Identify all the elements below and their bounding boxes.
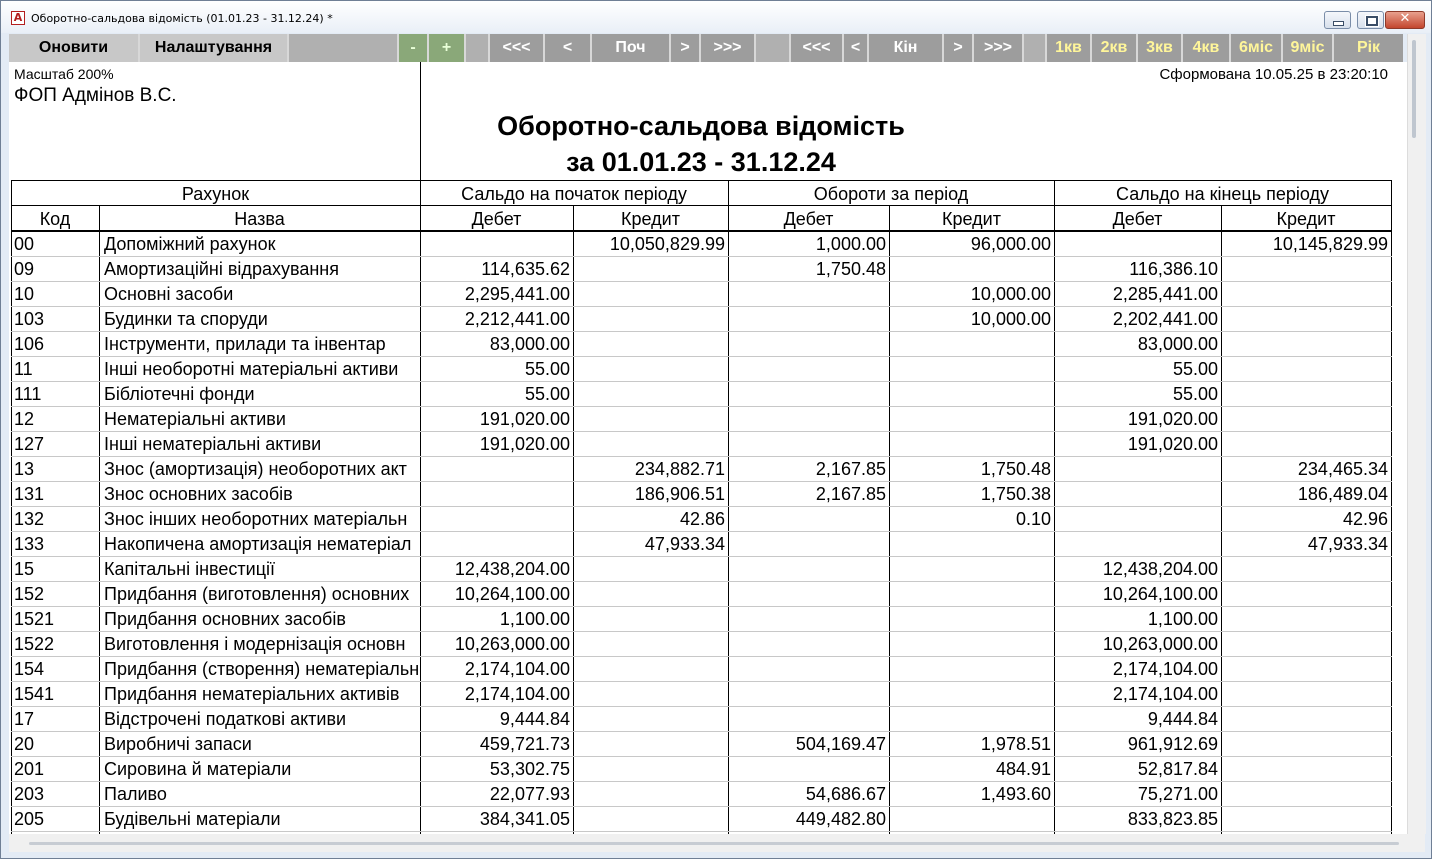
- quarter-1-button[interactable]: 1кв: [1047, 34, 1092, 62]
- title-bar: [1, 1, 1431, 33]
- account-code: 15: [14, 559, 35, 579]
- horizontal-scrollbar[interactable]: [9, 834, 1425, 852]
- account-name: Інструменти, прилади та інвентар: [104, 334, 386, 354]
- closing-debit: 83,000.00: [1137, 334, 1218, 354]
- start-first-button[interactable]: <<<: [490, 34, 545, 62]
- toolbar-spacer: [466, 34, 490, 62]
- end-prev-button[interactable]: <: [844, 34, 869, 62]
- turnover-debit: 1,000.00: [815, 234, 886, 254]
- account-name: Будівельні матеріали: [104, 809, 281, 829]
- closing-credit: [1222, 607, 1388, 632]
- closing-debit: 55.00: [1172, 384, 1218, 404]
- opening-debit: [421, 232, 570, 257]
- turnover-credit: 1,750.38: [980, 484, 1051, 504]
- turnover-credit: 0.10: [1015, 509, 1051, 529]
- opening-credit: 47,933.34: [644, 534, 725, 554]
- closing-debit: 75,271.00: [1137, 784, 1218, 804]
- quarter-2-button[interactable]: 2кв: [1092, 34, 1138, 62]
- closing-debit: 10,263,000.00: [1102, 634, 1218, 654]
- opening-debit: 191,020.00: [479, 409, 570, 429]
- closing-credit: [1222, 407, 1388, 432]
- opening-debit: [421, 457, 570, 482]
- account-name: Відстрочені податкові активи: [104, 709, 347, 729]
- opening-credit: [574, 282, 725, 307]
- closing-debit: 961,912.69: [1127, 734, 1218, 754]
- turnover-debit-header: Дебет: [783, 209, 834, 229]
- opening-credit: 234,882.71: [634, 459, 725, 479]
- closing-debit: 10,264,100.00: [1102, 584, 1218, 604]
- account-code: 1521: [14, 609, 55, 629]
- quarter-3-button[interactable]: 3кв: [1138, 34, 1183, 62]
- account-code: 1541: [14, 684, 55, 704]
- turnover-debit: [729, 582, 886, 607]
- end-period-label[interactable]: Кін: [869, 34, 944, 62]
- closing-credit: [1222, 582, 1388, 607]
- opening-credit: [574, 707, 725, 732]
- turnover-debit: [729, 357, 886, 382]
- account-code: 133: [14, 534, 45, 554]
- opening-credit: [574, 757, 725, 782]
- turnover-debit: 2,167.85: [815, 484, 886, 504]
- table-top-border: [11, 180, 1392, 181]
- turnover-debit: 2,167.85: [815, 459, 886, 479]
- account-name: Нематеріальні активи: [104, 409, 286, 429]
- opening-debit: [421, 507, 570, 532]
- turnover-credit: [890, 632, 1051, 657]
- turnover-credit: 1,750.48: [980, 459, 1051, 479]
- turnover-credit: [890, 807, 1051, 832]
- opening-credit: [574, 407, 725, 432]
- account-code: 13: [14, 459, 35, 479]
- closing-debit: 2,174,104.00: [1112, 684, 1218, 704]
- account-code: 09: [14, 259, 35, 279]
- maximize-button[interactable]: [1357, 11, 1384, 29]
- turnover-credit: [890, 332, 1051, 357]
- closing-credit: [1222, 732, 1388, 757]
- closing-credit: [1222, 282, 1388, 307]
- account-name: Амортизаційні відрахування: [104, 259, 339, 279]
- account-name: Основні засоби: [104, 284, 234, 304]
- turnover-credit: 96,000.00: [970, 234, 1051, 254]
- turnover-debit: [729, 507, 886, 532]
- closing-credit: [1222, 257, 1388, 282]
- account-code: 201: [14, 759, 45, 779]
- toolbar-spacer: [756, 34, 791, 62]
- col-border-right: [1391, 180, 1392, 834]
- turnover-debit: [729, 707, 886, 732]
- opening-debit: 2,174,104.00: [464, 684, 570, 704]
- col-border-left: [11, 180, 12, 834]
- opening-debit: 12,438,204.00: [454, 559, 570, 579]
- opening-credit: [574, 657, 725, 682]
- turnover-credit: 484.91: [995, 759, 1051, 779]
- settings-button[interactable]: Налаштування: [140, 34, 289, 62]
- vertical-scrollbar[interactable]: [1407, 34, 1426, 834]
- account-name: Інші необоротні матеріальні активи: [104, 359, 399, 379]
- account-name: Придбання основних засобів: [104, 609, 346, 629]
- account-code: 203: [14, 784, 45, 804]
- opening-debit: 2,295,441.00: [464, 284, 570, 304]
- closing-debit: 191,020.00: [1127, 409, 1218, 429]
- opening-credit: [574, 682, 725, 707]
- closing-debit: 52,817.84: [1137, 759, 1218, 779]
- opening-credit: [574, 557, 725, 582]
- closing-credit: 47,933.34: [1307, 534, 1388, 554]
- account-code: 1522: [14, 634, 55, 654]
- maximize-icon: [1366, 16, 1378, 26]
- account-code: 132: [14, 509, 45, 529]
- opening-debit-header: Дебет: [471, 209, 522, 229]
- close-icon: ✕: [1399, 11, 1411, 26]
- toolbar-spacer: [1024, 34, 1047, 62]
- col-border-code: [99, 205, 100, 834]
- turnover-credit: 10,000.00: [970, 309, 1051, 329]
- turnover-credit-header: Кредит: [942, 209, 1001, 229]
- closing-credit: [1222, 707, 1388, 732]
- expand-button[interactable]: +: [429, 34, 466, 62]
- account-code: 131: [14, 484, 45, 504]
- company-name: ФОП Адмінов В.С.: [14, 85, 177, 106]
- opening-debit: 2,212,441.00: [464, 309, 570, 329]
- opening-debit: 1,100.00: [499, 609, 570, 629]
- closing-credit: [1222, 357, 1388, 382]
- turnover-debit: [729, 382, 886, 407]
- account-name: Інші нематеріальні активи: [104, 434, 322, 454]
- app-icon[interactable]: A: [11, 11, 25, 25]
- report-period: за 01.01.23 - 31.12.24: [566, 147, 836, 177]
- end-last-button[interactable]: >>>: [974, 34, 1024, 62]
- opening-debit: [421, 482, 570, 507]
- opening-debit: 53,302.75: [489, 759, 570, 779]
- opening-debit: 9,444.84: [499, 709, 570, 729]
- turnover-debit: [729, 757, 886, 782]
- account-code: 106: [14, 334, 45, 354]
- opening-debit: 191,020.00: [479, 434, 570, 454]
- closing-debit: 833,823.85: [1127, 809, 1218, 829]
- opening-credit: [574, 632, 725, 657]
- opening-credit: [574, 582, 725, 607]
- opening-credit: 10,050,829.99: [609, 234, 725, 254]
- turnover-debit: [729, 557, 886, 582]
- report-title: Оборотно-сальдова відомість: [497, 111, 905, 141]
- closing-credit: [1222, 332, 1388, 357]
- opening-debit: 114,635.62: [481, 259, 570, 279]
- end-first-button[interactable]: <<<: [791, 34, 844, 62]
- closing-group-header: Сальдо на кінець періоду: [1116, 184, 1329, 204]
- collapse-button[interactable]: -: [399, 34, 429, 62]
- turnover-credit: [890, 382, 1051, 407]
- code-header: Код: [39, 209, 71, 229]
- closing-credit: 42.96: [1342, 509, 1388, 529]
- six-months-button[interactable]: 6міс: [1231, 34, 1283, 62]
- account-name: Знос (амортизація) необоротних акт: [104, 459, 407, 479]
- turnover-debit: 449,482.80: [795, 809, 886, 829]
- start-next-button[interactable]: >: [671, 34, 701, 62]
- closing-credit: 10,145,829.99: [1272, 234, 1388, 254]
- opening-credit: [574, 257, 725, 282]
- turnover-debit: [729, 632, 886, 657]
- turnover-credit: [890, 432, 1051, 457]
- account-name: Виготовлення і модернізація основн: [104, 634, 406, 654]
- closing-credit: [1222, 757, 1388, 782]
- turnover-debit: [729, 657, 886, 682]
- opening-debit: 2,174,104.00: [464, 659, 570, 679]
- turnover-debit: [729, 682, 886, 707]
- opening-debit: 384,341.05: [479, 809, 570, 829]
- account-name: Придбання (створення) нематеріальн: [104, 659, 419, 679]
- closing-credit: [1222, 307, 1388, 332]
- turnover-credit: [890, 707, 1051, 732]
- start-prev-button[interactable]: <: [545, 34, 592, 62]
- turnover-debit: [729, 407, 886, 432]
- turnover-credit: [890, 557, 1051, 582]
- turnover-debit: 504,169.47: [795, 734, 886, 754]
- turnover-debit: [729, 307, 886, 332]
- account-code: 20: [14, 734, 35, 754]
- closing-credit: [1222, 807, 1388, 832]
- turnover-credit: [890, 407, 1051, 432]
- account-name: Виробничі запаси: [104, 734, 252, 754]
- account-name: Знос основних засобів: [104, 484, 293, 504]
- opening-credit: [574, 382, 725, 407]
- opening-credit: 42.86: [679, 509, 725, 529]
- opening-debit: 83,000.00: [489, 334, 570, 354]
- row-separator: [11, 831, 1392, 832]
- closing-debit: [1055, 457, 1218, 482]
- closing-credit-header: Кредит: [1276, 209, 1336, 229]
- closing-credit: [1222, 557, 1388, 582]
- quarter-4-button[interactable]: 4кв: [1183, 34, 1231, 62]
- minimize-icon: [1333, 21, 1344, 26]
- closing-debit: 12,438,204.00: [1102, 559, 1218, 579]
- horizontal-scroll-thumb[interactable]: [29, 842, 1399, 845]
- account-name: Придбання (виготовлення) основних: [104, 584, 410, 604]
- account-code: 12: [14, 409, 35, 429]
- turnover-credit: [890, 607, 1051, 632]
- closing-credit: [1222, 782, 1388, 807]
- account-name: Допоміжний рахунок: [104, 234, 276, 254]
- account-name: Сировина й матеріали: [104, 759, 292, 779]
- minimize-button[interactable]: [1324, 11, 1351, 29]
- account-group-header: Рахунок: [181, 184, 250, 204]
- turnover-credit: [890, 532, 1051, 557]
- account-code: 00: [14, 234, 35, 254]
- turnover-debit: 54,686.67: [805, 784, 886, 804]
- opening-credit: 186,906.51: [634, 484, 725, 504]
- closing-credit: 234,465.34: [1297, 459, 1388, 479]
- closing-credit: 186,489.04: [1297, 484, 1388, 504]
- closing-debit: 116,386.10: [1129, 259, 1218, 279]
- end-next-button[interactable]: >: [944, 34, 974, 62]
- header-row-divider: [11, 205, 1392, 206]
- account-code: 17: [14, 709, 35, 729]
- turnover-debit: [729, 282, 886, 307]
- refresh-button[interactable]: Оновити: [9, 34, 140, 62]
- generated-timestamp: Сформована 10.05.25 в 23:20:10: [1159, 66, 1388, 83]
- closing-debit: 2,202,441.00: [1112, 309, 1218, 329]
- closing-debit-header: Дебет: [1112, 209, 1163, 229]
- turnover-debit: [729, 332, 886, 357]
- opening-credit: [574, 732, 725, 757]
- opening-credit: [574, 807, 725, 832]
- opening-credit: [574, 357, 725, 382]
- toolbar-spacer: [289, 34, 399, 62]
- closing-debit: 9,444.84: [1147, 709, 1218, 729]
- opening-credit: [574, 307, 725, 332]
- account-code: 103: [14, 309, 45, 329]
- turnover-credit: [890, 357, 1051, 382]
- year-button[interactable]: Рік: [1334, 34, 1403, 62]
- turnover-credit: 10,000.00: [970, 284, 1051, 304]
- closing-debit: [1055, 482, 1218, 507]
- closing-credit: [1222, 382, 1388, 407]
- opening-debit: 55.00: [524, 359, 570, 379]
- turnover-credit: [890, 682, 1051, 707]
- opening-credit: [574, 432, 725, 457]
- report-document: [9, 62, 1407, 834]
- opening-debit: [421, 532, 570, 557]
- closing-debit: 2,285,441.00: [1112, 284, 1218, 304]
- closing-debit: 191,020.00: [1127, 434, 1218, 454]
- closing-debit: [1055, 507, 1218, 532]
- turnover-debit: [729, 607, 886, 632]
- opening-debit: 22,077.93: [489, 784, 570, 804]
- opening-group-header: Сальдо на початок періоду: [461, 184, 687, 204]
- account-name: Капітальні інвестиції: [104, 559, 276, 579]
- account-code: 111: [14, 384, 42, 404]
- turnover-debit: 1,750.48: [815, 259, 886, 279]
- name-header: Назва: [234, 209, 285, 229]
- opening-credit: [574, 332, 725, 357]
- toolbar: [9, 34, 1403, 62]
- closing-credit: [1222, 432, 1388, 457]
- account-name: Накопичена амортизація нематеріал: [104, 534, 412, 554]
- turnover-credit: 1,978.51: [980, 734, 1051, 754]
- turnover-group-header: Обороти за період: [813, 184, 969, 204]
- account-code: 10: [14, 284, 35, 304]
- closing-credit: [1222, 632, 1388, 657]
- nine-months-button[interactable]: 9міс: [1283, 34, 1334, 62]
- closing-credit: [1222, 657, 1388, 682]
- account-name: Знос інших необоротних матеріальн: [104, 509, 408, 529]
- opening-debit: 10,264,100.00: [454, 584, 570, 604]
- closing-debit: 1,100.00: [1147, 609, 1218, 629]
- opening-debit: 55.00: [524, 384, 570, 404]
- turnover-debit: [729, 532, 886, 557]
- turnover-credit: [890, 657, 1051, 682]
- account-name: Будинки та споруди: [104, 309, 268, 329]
- account-code: 152: [14, 584, 45, 604]
- opening-debit: 10,263,000.00: [454, 634, 570, 654]
- opening-credit: [574, 782, 725, 807]
- opening-credit: [574, 607, 725, 632]
- closing-debit: [1055, 232, 1218, 257]
- account-name: Придбання нематеріальних активів: [104, 684, 400, 704]
- turnover-credit: [890, 582, 1051, 607]
- turnover-credit: [890, 257, 1051, 282]
- account-name: Бібліотечні фонди: [104, 384, 255, 404]
- closing-debit: 2,174,104.00: [1112, 659, 1218, 679]
- account-code: 11: [14, 359, 33, 379]
- account-code: 154: [14, 659, 45, 679]
- closing-debit: 55.00: [1172, 359, 1218, 379]
- scale-label: Масштаб 200%: [14, 66, 114, 82]
- account-code: 205: [14, 809, 45, 829]
- closing-debit: [1055, 532, 1218, 557]
- account-code: 127: [14, 434, 45, 454]
- vertical-scroll-thumb[interactable]: [1412, 40, 1416, 138]
- opening-debit: 459,721.73: [479, 734, 570, 754]
- start-period-label[interactable]: Поч: [592, 34, 671, 62]
- turnover-debit: [729, 432, 886, 457]
- closing-credit: [1222, 682, 1388, 707]
- close-button[interactable]: [1385, 11, 1425, 29]
- window-title: Оборотно-сальдова відомість (01.01.23 - 31.12.24) *: [31, 12, 333, 25]
- start-last-button[interactable]: >>>: [701, 34, 756, 62]
- turnover-credit: 1,493.60: [980, 784, 1051, 804]
- opening-credit-header: Кредит: [621, 209, 680, 229]
- account-name: Паливо: [104, 784, 167, 804]
